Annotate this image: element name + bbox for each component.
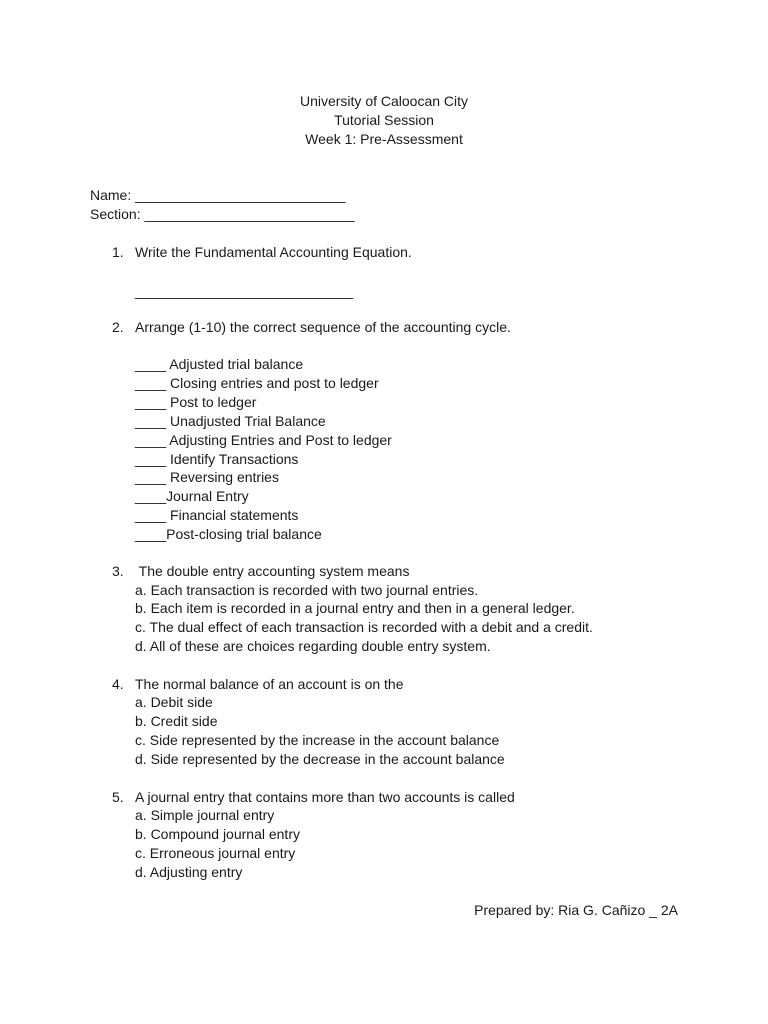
answer-option: a. Simple journal entry [135,807,275,823]
answer-option: d. Side represented by the decrease in the account balance [135,751,505,767]
question-2-text: Arrange (1-10) the correct sequence of the accounting cycle. [135,319,511,335]
question-1-number: 1. [112,244,124,260]
answer-option: a. Debit side [135,694,213,710]
answer-option: c. Erroneous journal entry [135,845,296,861]
assessment-title: Week 1: Pre-Assessment [305,131,463,147]
question-1-text: Write the Fundamental Accounting Equation. [135,244,412,260]
answer-option: c. Side represented by the increase in the account balance [135,732,500,748]
answer-option: b. Each item is recorded in a journal entry and then in a general ledger. [135,600,575,616]
sequence-item: ____Journal Entry [135,488,249,504]
answer-option: d. All of these are choices regarding double entry system. [135,638,491,654]
sequence-item: ____ Unadjusted Trial Balance [135,413,326,429]
prepared-by: Prepared by: Ria G. Cañizo _ 2A [474,902,678,918]
section-field: Section: ___________________________ [90,206,355,222]
sequence-item: ____ Reversing entries [135,469,279,485]
sequence-item: ____ Identify Transactions [135,451,299,467]
question-5-number: 5. [112,789,124,805]
question-2-number: 2. [112,319,124,335]
session-title: Tutorial Session [334,112,434,128]
university-name: University of Caloocan City [299,93,469,109]
answer-option: d. Adjusting entry [135,864,243,880]
question-1-answer-line: ____________________________ [135,283,354,299]
sequence-item: ____ Adjusted trial balance [135,356,304,372]
answer-option: a. Each transaction is recorded with two journal entries. [135,582,479,598]
question-4-number: 4. [112,676,124,692]
sequence-item: ____Post-closing trial balance [135,526,322,542]
question-4-text: The normal balance of an account is on the [135,676,404,692]
sequence-item: ____ Closing entries and post to ledger [135,375,379,391]
question-3-text: The double entry accounting system means [135,563,410,579]
sequence-item: ____ Post to ledger [135,394,257,410]
question-3-number: 3. [112,563,124,579]
question-5-text: A journal entry that contains more than two accounts is called [135,789,515,805]
name-field: Name: ___________________________ [90,187,346,203]
sequence-item: ____ Adjusting Entries and Post to ledger [135,432,392,448]
answer-option: b. Credit side [135,713,218,729]
answer-option: c. The dual effect of each transaction is recorded with a debit and a credit. [135,619,593,635]
sequence-item: ____ Financial statements [135,507,299,523]
answer-option: b. Compound journal entry [135,826,300,842]
